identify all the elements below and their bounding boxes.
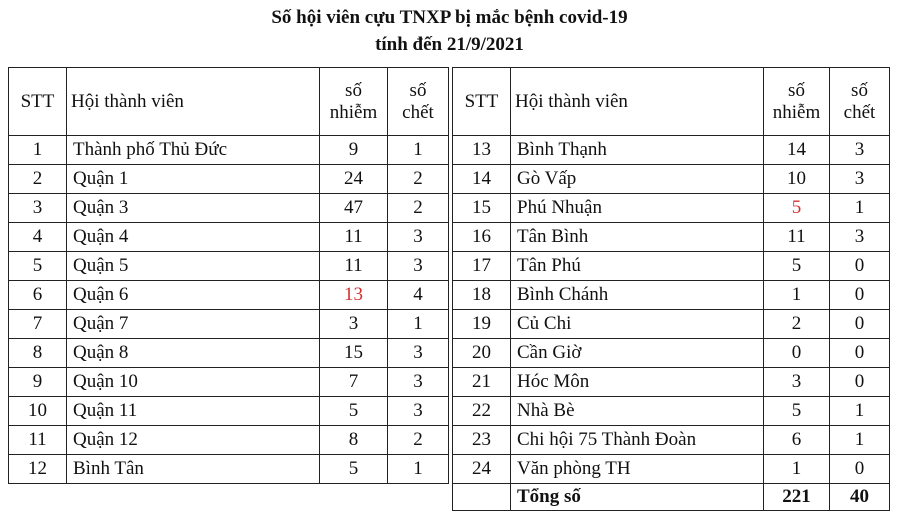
table-row: [9, 223, 449, 252]
row-deaths: 3: [388, 252, 449, 281]
row-stt: 16: [453, 223, 511, 252]
row-infected: 24: [320, 165, 388, 194]
row-name: Quận 12: [67, 426, 320, 455]
row-deaths: 4: [388, 281, 449, 310]
row-name: Gò Vấp: [511, 165, 764, 194]
row-name: Bình Tân: [67, 455, 320, 484]
row-name: Thành phố Thủ Đức: [67, 136, 320, 165]
row-infected: 10: [764, 165, 830, 194]
row-deaths: 1: [388, 310, 449, 339]
row-infected: 13: [320, 281, 388, 310]
report-title: Số hội viên cựu TNXP bị mắc bệnh covid-19: [271, 7, 628, 28]
row-name: Quận 10: [67, 368, 320, 397]
row-deaths: 0: [830, 455, 890, 484]
row-stt: 21: [453, 368, 511, 397]
table-row: [453, 368, 890, 397]
row-deaths: 3: [830, 136, 890, 165]
table-row: [9, 252, 449, 281]
row-deaths: 2: [388, 194, 449, 223]
table-row: [453, 339, 890, 368]
row-infected: 5: [764, 194, 830, 223]
row-name: Quận 4: [67, 223, 320, 252]
row-stt: 23: [453, 426, 511, 455]
table-row: [453, 397, 890, 426]
row-stt: 10: [9, 397, 67, 426]
report-date: tính đến 21/9/2021: [375, 34, 524, 55]
row-deaths: 3: [830, 165, 890, 194]
table-row: [9, 165, 449, 194]
row-stt: 3: [9, 194, 67, 223]
row-stt: 22: [453, 397, 511, 426]
table-row: [453, 310, 890, 339]
table-left: [8, 67, 449, 484]
row-deaths: 1: [830, 194, 890, 223]
header-deaths: số chết: [830, 68, 890, 136]
row-name: Quận 3: [67, 194, 320, 223]
table-row: [453, 455, 890, 484]
row-name: Nhà Bè: [511, 397, 764, 426]
row-deaths: 2: [388, 165, 449, 194]
table-row: [9, 455, 449, 484]
row-name: Quận 5: [67, 252, 320, 281]
table-row: [9, 397, 449, 426]
row-deaths: 0: [830, 281, 890, 310]
row-name: Tân Phú: [511, 252, 764, 281]
row-stt: 15: [453, 194, 511, 223]
row-name: Phú Nhuận: [511, 194, 764, 223]
table-row: [9, 194, 449, 223]
row-stt: 12: [9, 455, 67, 484]
row-infected: 47: [320, 194, 388, 223]
row-stt: 2: [9, 165, 67, 194]
table-row: [9, 281, 449, 310]
total-infected: 221: [764, 484, 830, 511]
table-row: [9, 426, 449, 455]
row-stt: 20: [453, 339, 511, 368]
row-name: Văn phòng TH: [511, 455, 764, 484]
row-infected: 5: [764, 252, 830, 281]
table-row: [453, 165, 890, 194]
row-infected: 5: [320, 397, 388, 426]
row-infected: 11: [320, 252, 388, 281]
total-deaths: 40: [830, 484, 890, 511]
row-infected: 7: [320, 368, 388, 397]
row-stt: 4: [9, 223, 67, 252]
row-infected: 3: [320, 310, 388, 339]
table-row: [453, 136, 890, 165]
row-deaths: 0: [830, 310, 890, 339]
row-infected: 9: [320, 136, 388, 165]
table-row: [453, 281, 890, 310]
table-row: [453, 223, 890, 252]
table-row: [9, 310, 449, 339]
row-deaths: 3: [388, 223, 449, 252]
row-deaths: 3: [388, 339, 449, 368]
row-name: Chi hội 75 Thành Đoàn: [511, 426, 764, 455]
header-row: [9, 68, 449, 136]
header-member: Hội thành viên: [511, 68, 764, 136]
row-stt: 9: [9, 368, 67, 397]
row-stt: 19: [453, 310, 511, 339]
total-row: [453, 484, 890, 511]
header-stt: STT: [453, 68, 511, 136]
row-infected: 11: [320, 223, 388, 252]
row-stt: 6: [9, 281, 67, 310]
row-deaths: 1: [830, 397, 890, 426]
row-infected: 14: [764, 136, 830, 165]
table-row: [9, 368, 449, 397]
row-name: Quận 7: [67, 310, 320, 339]
total-stt: [453, 484, 511, 511]
row-name: Củ Chi: [511, 310, 764, 339]
row-infected: 0: [764, 339, 830, 368]
table-row: [453, 194, 890, 223]
row-name: Bình Thạnh: [511, 136, 764, 165]
header-infected: số nhiễm: [764, 68, 830, 136]
row-stt: 11: [9, 426, 67, 455]
row-name: Quận 6: [67, 281, 320, 310]
row-deaths: 1: [830, 426, 890, 455]
table-right: [452, 67, 890, 511]
row-deaths: 2: [388, 426, 449, 455]
row-name: Quận 8: [67, 339, 320, 368]
table-row: [9, 339, 449, 368]
row-deaths: 0: [830, 339, 890, 368]
row-stt: 8: [9, 339, 67, 368]
row-stt: 18: [453, 281, 511, 310]
header-stt: STT: [9, 68, 67, 136]
table-row: [9, 136, 449, 165]
header-member: Hội thành viên: [67, 68, 320, 136]
total-label: Tổng số: [511, 484, 764, 511]
row-infected: 8: [320, 426, 388, 455]
header-deaths: số chết: [388, 68, 449, 136]
table-row: [453, 252, 890, 281]
row-infected: 1: [764, 281, 830, 310]
row-infected: 2: [764, 310, 830, 339]
row-name: Tân Bình: [511, 223, 764, 252]
row-infected: 5: [764, 397, 830, 426]
row-stt: 14: [453, 165, 511, 194]
header-infected: số nhiễm: [320, 68, 388, 136]
row-name: Hóc Môn: [511, 368, 764, 397]
row-name: Quận 11: [67, 397, 320, 426]
row-infected: 6: [764, 426, 830, 455]
row-stt: 13: [453, 136, 511, 165]
row-deaths: 0: [830, 252, 890, 281]
row-deaths: 3: [388, 397, 449, 426]
row-stt: 24: [453, 455, 511, 484]
row-deaths: 1: [388, 136, 449, 165]
row-deaths: 3: [388, 368, 449, 397]
header-row: [453, 68, 890, 136]
row-deaths: 1: [388, 455, 449, 484]
row-stt: 7: [9, 310, 67, 339]
row-infected: 1: [764, 455, 830, 484]
table-row: [453, 426, 890, 455]
row-stt: 5: [9, 252, 67, 281]
row-name: Bình Chánh: [511, 281, 764, 310]
row-name: Cần Giờ: [511, 339, 764, 368]
row-name: Quận 1: [67, 165, 320, 194]
row-infected: 5: [320, 455, 388, 484]
row-infected: 11: [764, 223, 830, 252]
row-stt: 17: [453, 252, 511, 281]
row-stt: 1: [9, 136, 67, 165]
row-infected: 3: [764, 368, 830, 397]
row-infected: 15: [320, 339, 388, 368]
row-deaths: 3: [830, 223, 890, 252]
row-deaths: 0: [830, 368, 890, 397]
